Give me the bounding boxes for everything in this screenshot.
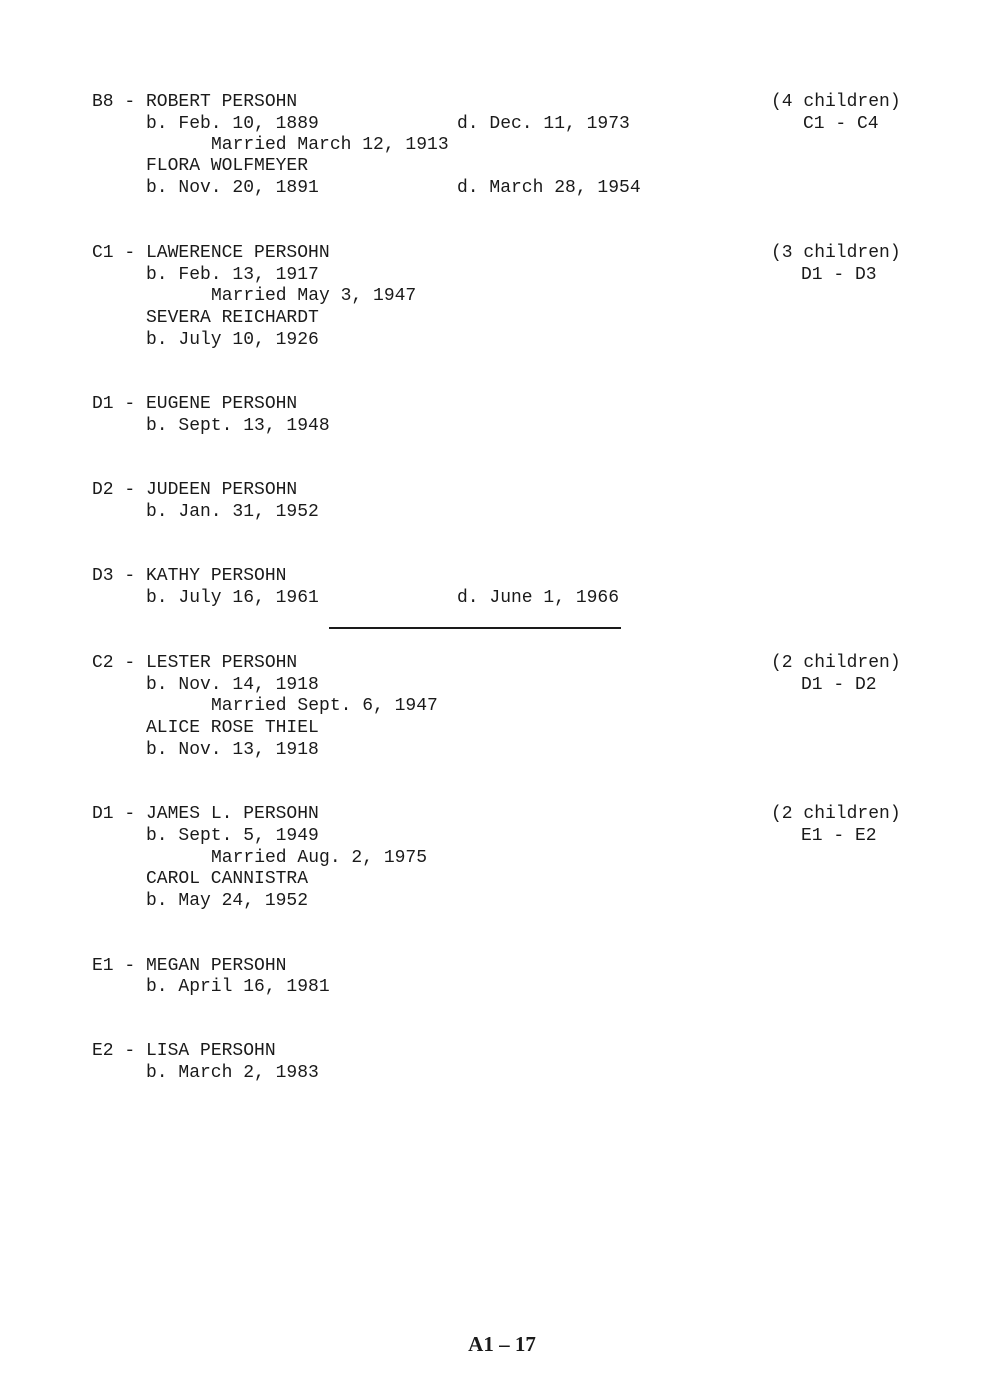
children-range: D1 - D3 bbox=[801, 265, 877, 285]
entry-heading: E2 - LISA PERSOHN bbox=[92, 1041, 276, 1061]
entry-married: Married March 12, 1913 bbox=[211, 135, 449, 155]
entry-heading: E1 - MEGAN PERSOHN bbox=[92, 956, 287, 976]
entry-spouse-birth: b. Nov. 20, 1891 bbox=[146, 178, 319, 198]
entry-death: d. Dec. 11, 1973 bbox=[457, 114, 630, 134]
entry-married: Married May 3, 1947 bbox=[211, 286, 417, 306]
entry-heading: D2 - JUDEEN PERSOHN bbox=[92, 480, 298, 500]
entry-spouse: CAROL CANNISTRA bbox=[146, 869, 309, 889]
children-count: (4 children) bbox=[771, 92, 901, 112]
entry-heading: D3 - KATHY PERSOHN bbox=[92, 566, 287, 586]
entry-married: Married Aug. 2, 1975 bbox=[211, 848, 428, 868]
entry-heading: C1 - LAWERENCE PERSOHN bbox=[92, 243, 330, 263]
entry-birth: b. Feb. 13, 1917 bbox=[146, 265, 319, 285]
entry-birth: b. April 16, 1981 bbox=[146, 977, 330, 997]
entry-birth: b. Sept. 5, 1949 bbox=[146, 826, 319, 846]
entry-birth: b. Jan. 31, 1952 bbox=[146, 502, 319, 522]
children-range: D1 - D2 bbox=[801, 675, 877, 695]
entry-spouse-birth: b. Nov. 13, 1918 bbox=[146, 740, 319, 760]
children-count: (2 children) bbox=[771, 653, 901, 673]
entry-married: Married Sept. 6, 1947 bbox=[211, 696, 438, 716]
entry-birth: b. Nov. 14, 1918 bbox=[146, 675, 319, 695]
page-number: A1 – 17 bbox=[468, 1332, 536, 1356]
entry-birth: b. Feb. 10, 1889 bbox=[146, 114, 319, 134]
entry-spouse: SEVERA REICHARDT bbox=[146, 308, 319, 328]
children-range: C1 - C4 bbox=[803, 114, 879, 134]
entry-heading: D1 - JAMES L. PERSOHN bbox=[92, 804, 319, 824]
entry-spouse-birth: b. May 24, 1952 bbox=[146, 891, 309, 911]
entry-birth: b. Sept. 13, 1948 bbox=[146, 416, 330, 436]
entry-death: d. June 1, 1966 bbox=[457, 588, 620, 608]
entry-heading: D1 - EUGENE PERSOHN bbox=[92, 394, 298, 414]
children-count: (2 children) bbox=[771, 804, 901, 824]
entry-heading: C2 - LESTER PERSOHN bbox=[92, 653, 298, 673]
entry-spouse: ALICE ROSE THIEL bbox=[146, 718, 319, 738]
children-count: (3 children) bbox=[771, 243, 901, 263]
children-range: E1 - E2 bbox=[801, 826, 877, 846]
entry-spouse-birth: b. July 10, 1926 bbox=[146, 330, 319, 350]
entry-birth: b. July 16, 1961 bbox=[146, 588, 319, 608]
entry-birth: b. March 2, 1983 bbox=[146, 1063, 319, 1083]
entry-heading: B8 - ROBERT PERSOHN bbox=[92, 92, 298, 112]
entry-spouse: FLORA WOLFMEYER bbox=[146, 156, 309, 176]
entry-spouse-death: d. March 28, 1954 bbox=[457, 178, 641, 198]
section-divider bbox=[329, 627, 621, 629]
